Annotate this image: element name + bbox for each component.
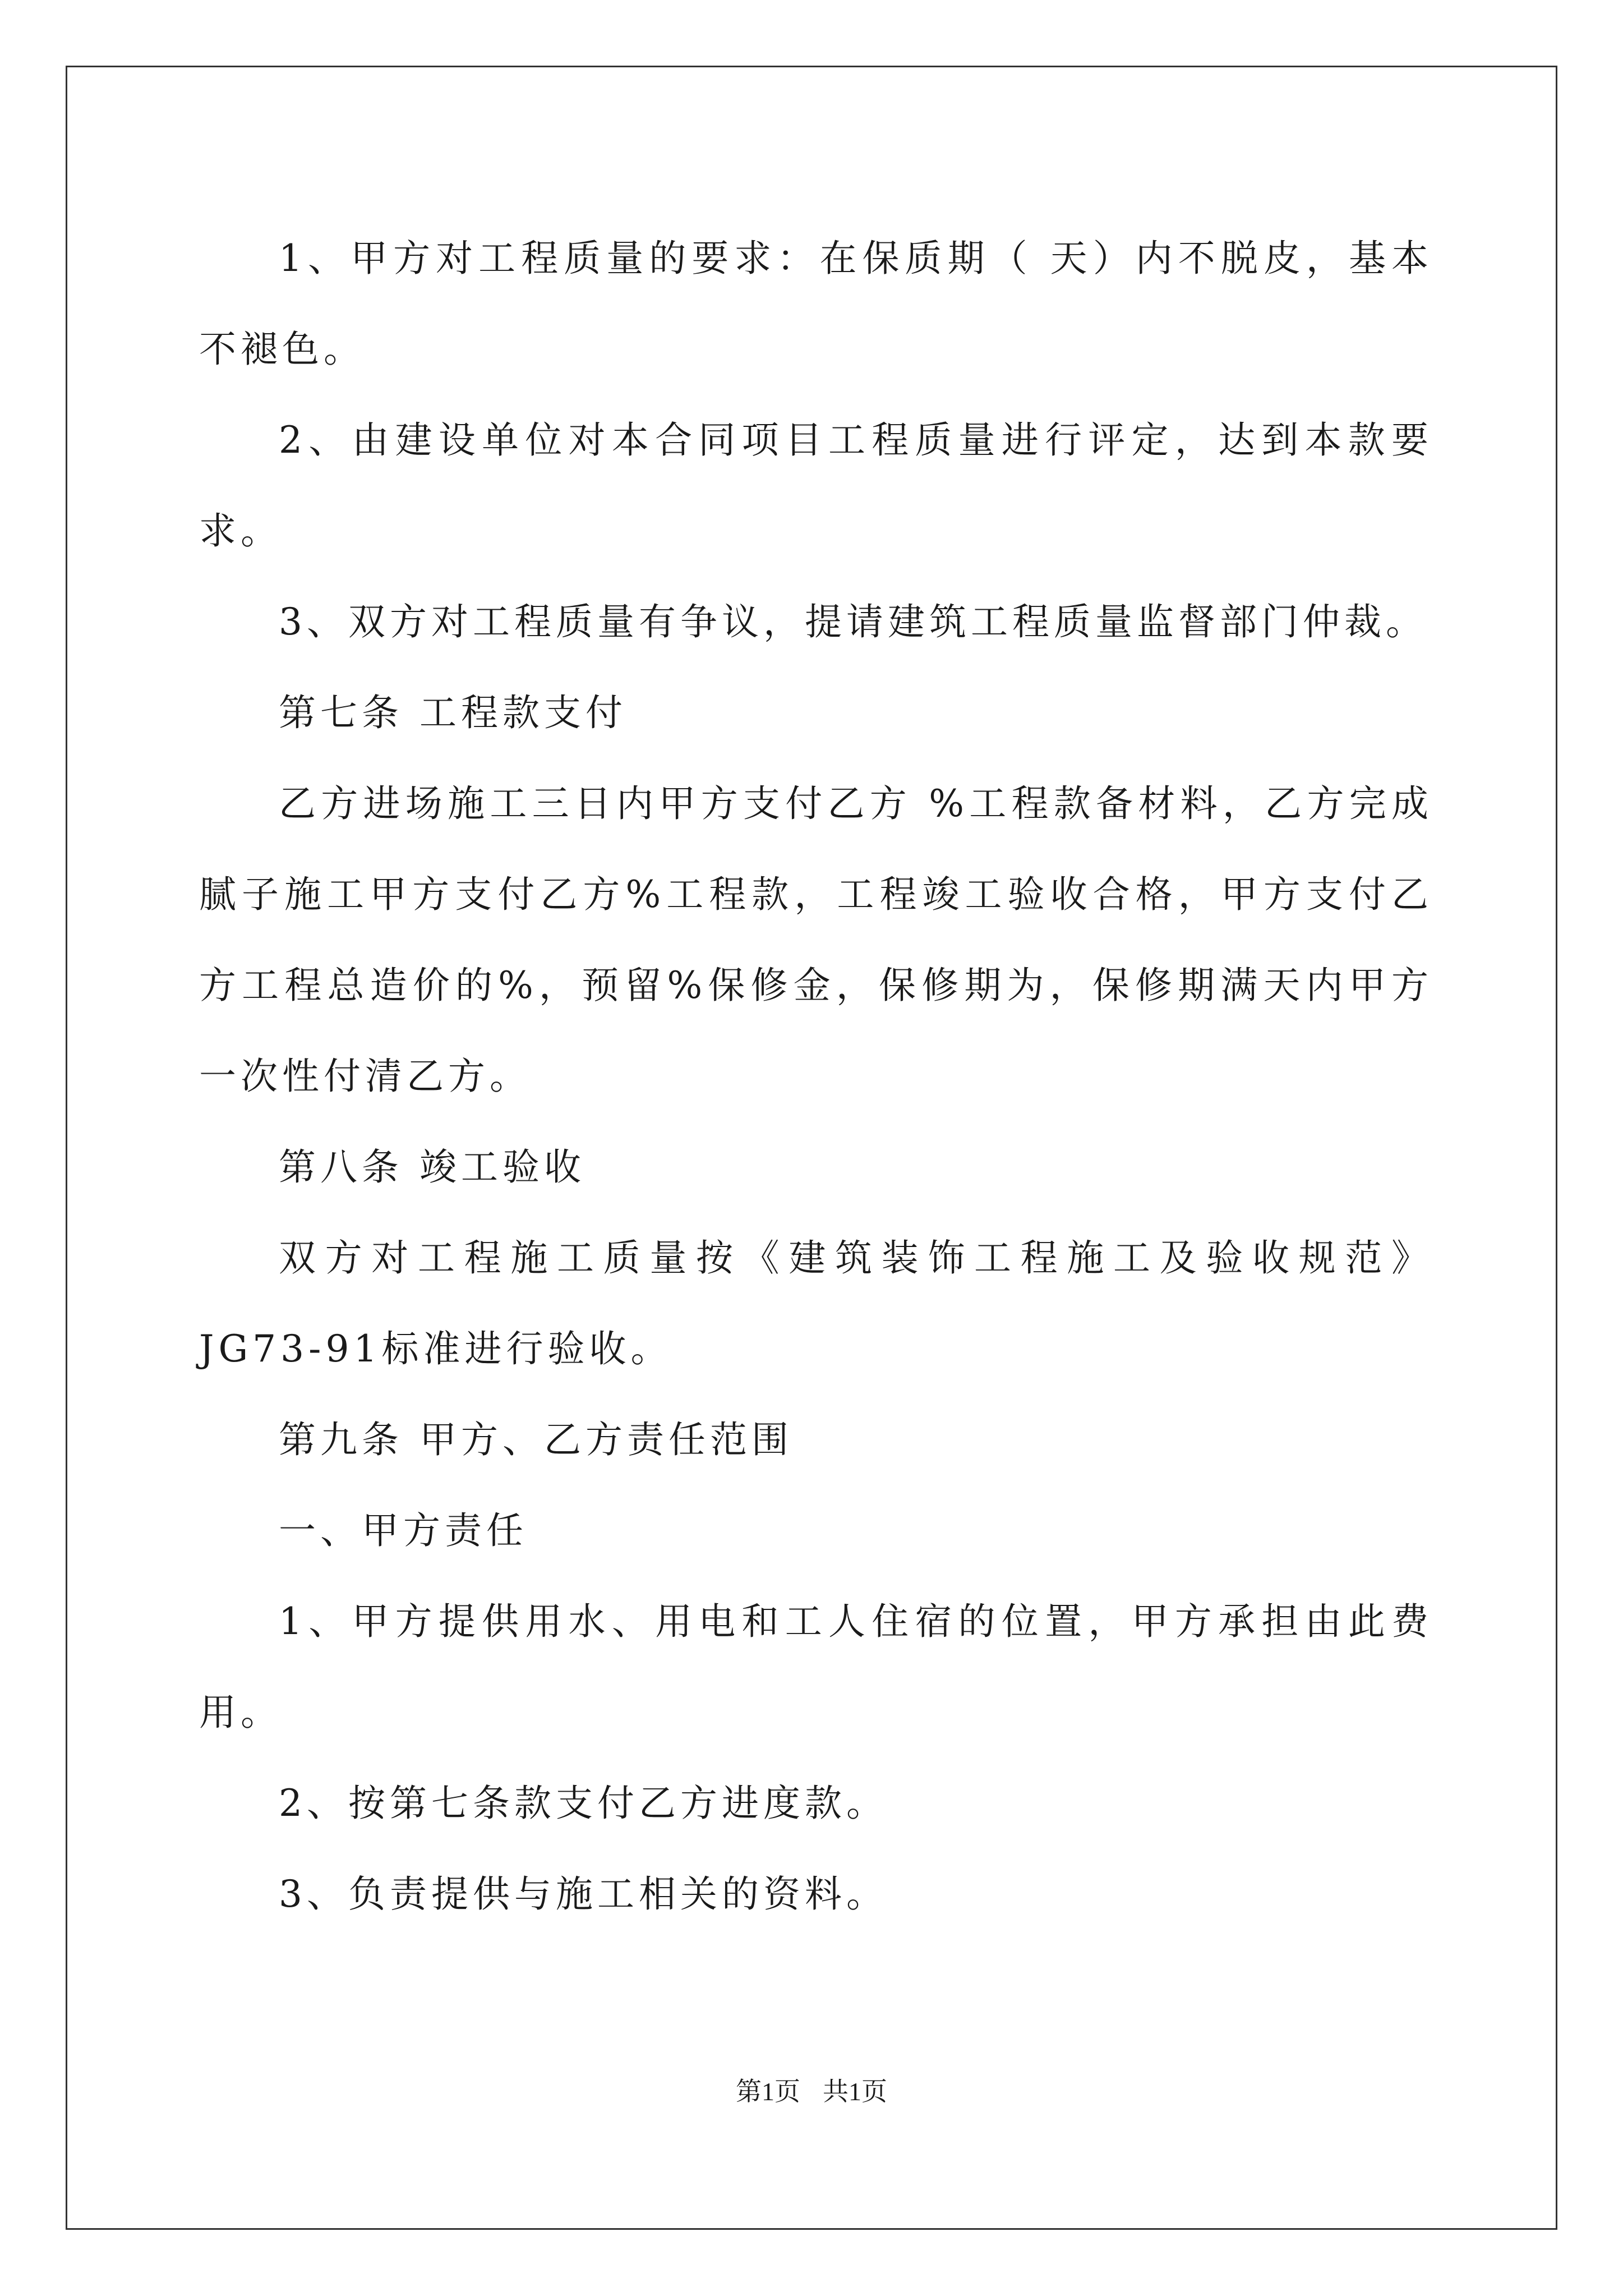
paragraph-provide-materials: 3、负责提供与施工相关的资料。: [279, 1872, 888, 1916]
page-number-total: 共1页: [823, 2077, 887, 2106]
section-heading-payment: 第七条 工程款支付: [279, 691, 627, 734]
paragraph-progress-payment: 2、按第七条款支付乙方进度款。: [279, 1782, 888, 1825]
paragraph-utilities: 1、甲方提供用水、用电和工人住宿的位置，甲方承担由此费用。: [199, 1600, 1433, 1734]
paragraph-payment-terms: 乙方进场施工三日内甲方支付乙方 %工程款备材料，乙方完成腻子施工甲方支付乙方%工程款，工程竣工验收合格，甲方支付乙方工程总造价的%，预留%保修金，保修期为，保修期满天内甲方一次性付清乙方。: [199, 782, 1433, 1098]
paragraph-acceptance-standard: 双方对工程施工质量按《建筑装饰工程施工及验收规范》JG73-91标准进行验收。: [199, 1236, 1433, 1370]
page-number-current: 第1页: [736, 2077, 800, 2106]
page-footer: [0, 2071, 1623, 2108]
paragraph-quality-requirement: 1、甲方对工程质量的要求：在保质期（ 天）内不脱皮，基本不褪色。: [199, 237, 1433, 371]
paragraph-quality-dispute: 3、双方对工程质量有争议，提请建筑工程质量监督部门仲裁。: [279, 600, 1427, 643]
section-heading-acceptance: 第八条 竣工验收: [279, 1145, 585, 1189]
document-body: [199, 213, 1433, 1940]
paragraph-quality-assessment: 2、由建设单位对本合同项目工程质量进行评定，达到本款要求。: [199, 418, 1433, 553]
section-heading-responsibilities: 第九条 甲方、乙方责任范围: [279, 1418, 793, 1461]
subheading-party-a-responsibility: 一、甲方责任: [279, 1509, 528, 1552]
